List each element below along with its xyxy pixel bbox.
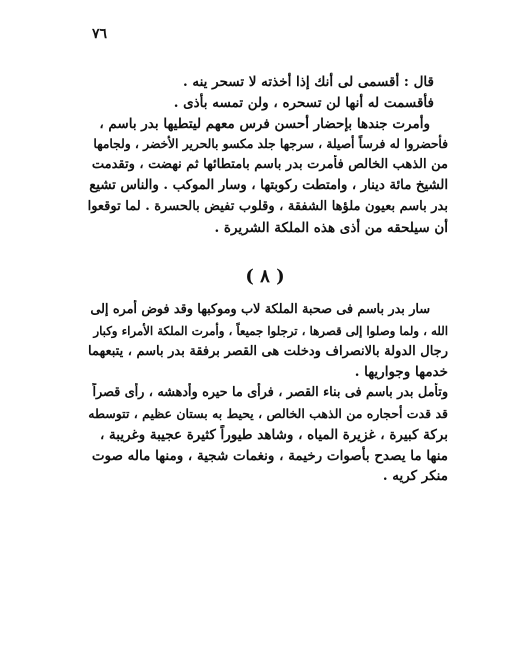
text-line: أن سيلحقه من أذى هذه الملكة الشريرة . [214,219,448,236]
text-line: منها ما يصدح بأصوات رخيمة ، ونغمات شجية ، ومنها ماله صوت [91,447,448,464]
page-number: ٧٦ [92,26,108,42]
text-line: وأمرت جندها بإحضار أحسن فرس معهم ليتطيها بدر باسم ، [99,115,430,132]
text-line: بدر باسم بعيون ملؤها الشفقة ، وقلوب تفيض بالحسرة . لما توقعوا [88,198,448,214]
chapter-heading: ( ٨ ) [245,266,285,287]
text-line: من الذهب الخالص فأمرت بدر باسم بامتطائها ثم نهضت ، وتقدمت [91,157,448,173]
text-line: الشيخ مائة دينار ، وامتطت ركوبتها ، وسار الموكب . والناس تشيع [89,177,448,193]
text-line: منكر كريه . [382,468,448,485]
text-line: خدمها وجواريها . [354,364,448,381]
text-line: بركة كبيرة ، غزيرة المياه ، وشاهد طيوراً كثيرة عجيبة وغريبة ، [99,426,448,443]
text-line: رجال الدولة بالانصراف ودخلت هى القصر برفقة بدر باسم ، يتبعهما [88,343,448,359]
text-line: سار بدر باسم فى صحبة الملكة لاب وموكبها وقد فوض أمره إلى [90,302,430,317]
text-line: الله ، ولما وصلوا إلى قصرها ، ترجلوا جميعاً ، وأمرت الملكة الأمراء وكبار [93,323,448,338]
text-line: فأقسمت له أنها لن تسحره ، ولن تمسه بأذى . [173,94,434,111]
text-line: قال : أقسمى لى أنك إذا أخذته لا تسحر ينه . [182,74,434,90]
section-one-text [88,72,448,238]
text-line: وتأمل بدر باسم فى بناء القصر ، فرأى ما حيره وأدهشه ، رأى قصراً [92,385,448,401]
section-two-text [88,300,448,487]
text-line: فأحضروا له فرساً أصيلة ، سرجها جلد مكسو بالحرير الأخضر ، ولجامها [93,136,448,152]
text-line: قد قدت أحجاره من الذهب الخالص ، يحيط به بستان عظيم ، تتوسطه [88,405,448,421]
